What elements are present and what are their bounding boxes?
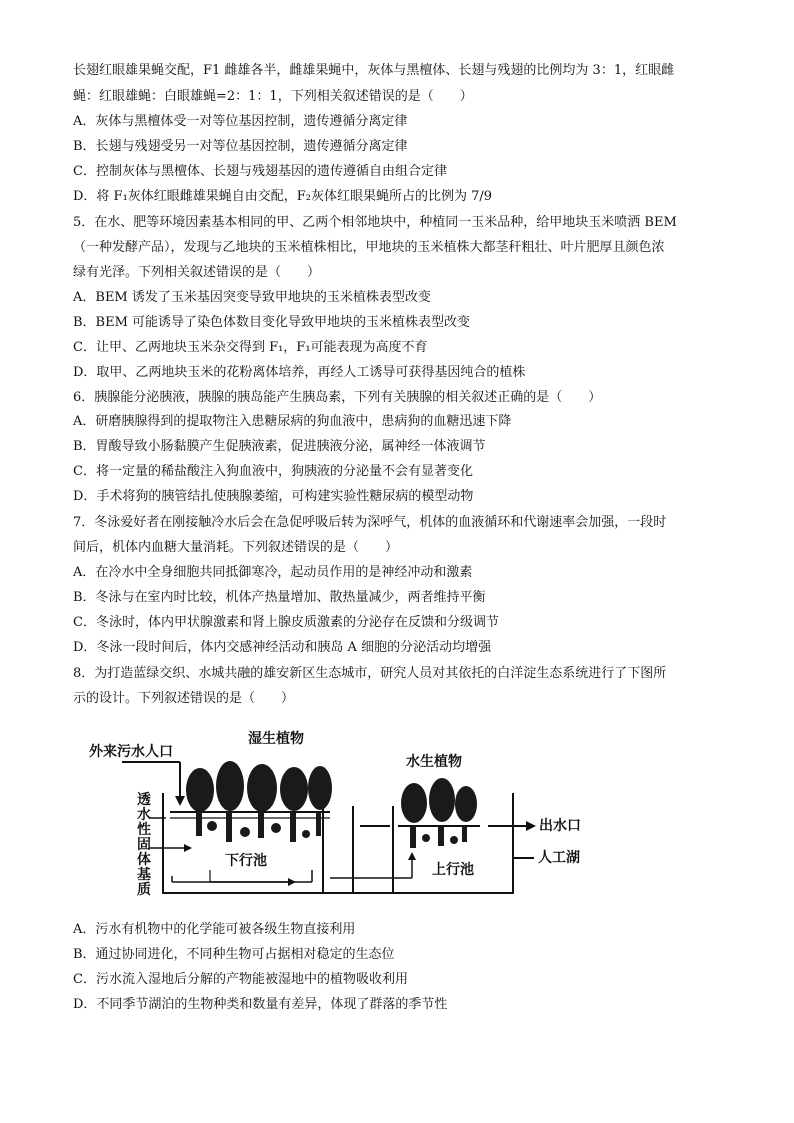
outlet-label: 出水口 bbox=[539, 818, 581, 834]
flow-arrowhead-up bbox=[408, 852, 416, 860]
q8-stem-line-2: 示的设计。下列叙述错误的是（ ） bbox=[73, 691, 295, 706]
q6-option-b: B．胃酸导致小肠黏膜产生促胰液素，促进胰液分泌，属神经一体液调节 bbox=[73, 439, 486, 454]
substrate-char: 体 bbox=[137, 852, 151, 868]
q8-option-b: B．通过协同进化，不同种生物可占据相对稳定的生态位 bbox=[73, 947, 395, 962]
q8-option-d: D．不同季节湖泊的生物种类和数量有差异，体现了群落的季节性 bbox=[73, 997, 448, 1012]
substrate-char: 固 bbox=[137, 837, 151, 853]
substrate-char: 透 bbox=[137, 792, 151, 808]
down-pool-label: 下行池 bbox=[225, 853, 267, 869]
q7-option-d: D．冬泳一段时间后，体内交感神经活动和胰岛 A 细胞的分泌活动均增强 bbox=[73, 640, 492, 655]
q8-option-a: A．污水有机物中的化学能可被各级生物直接利用 bbox=[73, 922, 356, 937]
q6-option-d: D．手术将狗的胰管结扎使胰腺萎缩，可构建实验性糖尿病的模型动物 bbox=[73, 489, 474, 504]
substrate-arrowhead bbox=[184, 844, 192, 852]
aquatic-plants-illustration bbox=[401, 778, 477, 848]
substrate-char: 基 bbox=[137, 867, 151, 883]
lake-label: 人工湖 bbox=[538, 850, 580, 866]
substrate-char: 性 bbox=[137, 822, 151, 838]
q4-option-a: A．灰体与黑檀体受一对等位基因控制，遗传遵循分离定律 bbox=[73, 114, 408, 129]
q7-option-a: A．在冷水中全身细胞共同抵御寒冷，起动员作用的是神经冲动和激素 bbox=[73, 565, 473, 580]
substrate-char: 质 bbox=[137, 882, 151, 898]
q5-stem-line-3: 绿有光泽。下列相关叙述错误的是（ ） bbox=[73, 265, 321, 280]
q4-stem-line-2: 蝇：红眼雄蝇：白眼雄蝇=2：1：1，下列相关叙述错误的是（ ） bbox=[73, 89, 473, 104]
inlet-label: 外来污水人口 bbox=[89, 744, 173, 760]
flow-arrowhead-1 bbox=[288, 878, 296, 886]
q8-stem-line-1: 8．为打造蓝绿交织、水城共融的雄安新区生态城市，研究人员对其依托的白洋淀生态系统进行了下图所 bbox=[73, 666, 667, 681]
outlet-arrowhead bbox=[526, 821, 536, 831]
q6-stem-line-1: 6．胰腺能分泌胰液，胰腺的胰岛能产生胰岛素，下列有关胰腺的相关叙述正确的是（ ） bbox=[73, 390, 602, 405]
q7-stem-line-2: 间后，机体内血糖大量消耗。下列叙述错误的是（ ） bbox=[73, 540, 399, 555]
q4-option-b: B．长翅与残翅受另一对等位基因控制，遗传遵循分离定律 bbox=[73, 139, 408, 154]
up-pool-label: 上行池 bbox=[432, 862, 474, 878]
q5-option-d: D．取甲、乙两地块玉米的花粉离体培养，再经人工诱导可获得基因纯合的植株 bbox=[73, 365, 526, 380]
q7-option-c: C．冬泳时，体内甲状腺激素和肾上腺皮质激素的分泌存在反馈和分级调节 bbox=[73, 615, 499, 630]
q7-option-b: B．冬泳与在室内时比较，机体产热量增加、散热量减少，两者维持平衡 bbox=[73, 590, 486, 605]
aquatic-plants-label: 水生植物 bbox=[406, 754, 462, 770]
q5-stem-line-1: 5．在水、肥等环境因素基本相同的甲、乙两个相邻地块中，种植同一玉米品种，给甲地块玉米喷洒 BEM bbox=[73, 215, 677, 230]
wet-plants-illustration bbox=[186, 761, 332, 842]
q8-option-c: C．污水流入湿地后分解的产物能被湿地中的植物吸收利用 bbox=[73, 972, 408, 987]
q4-stem-line-1: 长翅红眼雄果蝇交配，F1 雌雄各半，雌雄果蝇中，灰体与黑檀体、长翅与残翅的比例均为 3：1，红眼雌 bbox=[73, 63, 675, 78]
substrate-char: 水 bbox=[137, 807, 151, 823]
q5-option-b: B．BEM 可能诱导了染色体数目变化导致甲地块的玉米植株表型改变 bbox=[73, 315, 471, 330]
q5-option-a: A．BEM 诱发了玉米基因突变导致甲地块的玉米植株表型改变 bbox=[73, 290, 431, 305]
q6-option-a: A．研磨胰腺得到的提取物注入患糖尿病的狗血液中，患病狗的血糖迅速下降 bbox=[73, 414, 512, 429]
q5-stem-line-2: （一种发酵产品），发现与乙地块的玉米植株相比，甲地块的玉米植株大都茎秆粗壮、叶片肥厚且颜色浓 bbox=[73, 240, 665, 255]
q4-option-d: D．将 F₁灰体红眼雌雄果蝇自由交配，F₂灰体红眼果蝇所占的比例为 7/9 bbox=[73, 189, 493, 204]
wet-plants-label: 湿生植物 bbox=[248, 731, 304, 747]
q6-option-c: C．将一定量的稀盐酸注入狗血液中，狗胰液的分泌量不会有显著变化 bbox=[73, 464, 473, 479]
q4-option-c: C．控制灰体与黑檀体、长翅与残翅基因的遗传遵循自由组合定律 bbox=[73, 164, 447, 179]
q5-option-c: C．让甲、乙两地块玉米杂交得到 F₁，F₁可能表现为高度不育 bbox=[73, 340, 428, 355]
inlet-arrowhead bbox=[175, 796, 185, 806]
q7-stem-line-1: 7．冬泳爱好者在刚接触冷水后会在急促呼吸后转为深呼气，机体的血液循环和代谢速率会加强，一段时 bbox=[73, 515, 667, 530]
